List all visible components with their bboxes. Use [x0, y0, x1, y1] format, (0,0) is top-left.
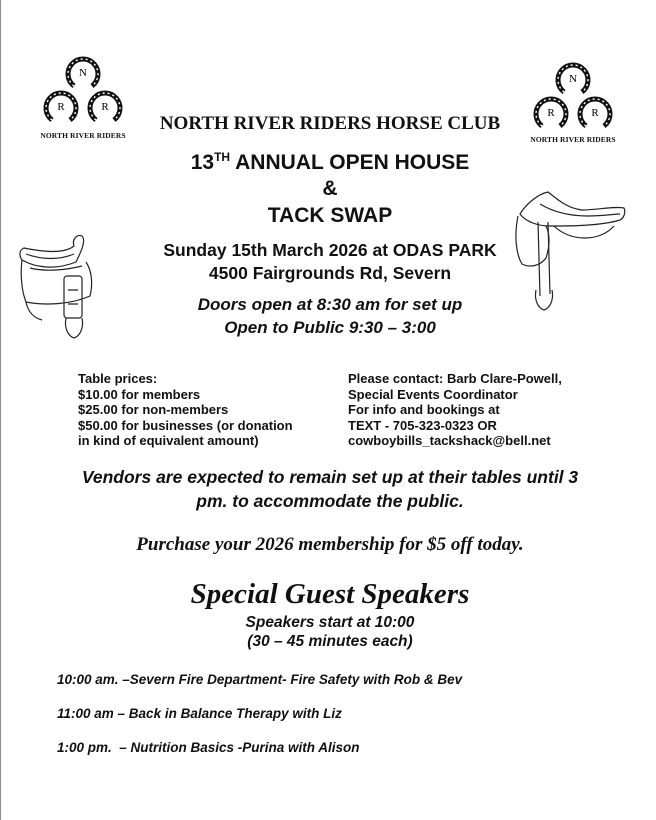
horseshoe-logo-icon	[518, 58, 628, 138]
speakers-start: Speakers start at 10:00	[245, 614, 415, 631]
schedule-item: 1:00 pm. – Nutrition Basics -Purina with Alison	[57, 740, 360, 755]
vendors-note	[40, 465, 620, 513]
table-prices	[78, 371, 338, 449]
event-subtitle: TACK SWAP	[267, 204, 393, 227]
logo-caption-right: NORTH RIVER RIDERS	[530, 135, 616, 144]
membership-offer: Purchase your 2026 membership for $5 off today.	[136, 534, 524, 555]
logo-letter-right: R	[591, 107, 599, 119]
doors-open: Doors open at 8:30 am for set up	[197, 295, 463, 314]
logo-letter-top: N	[569, 73, 577, 85]
event-number-suffix: TH	[214, 150, 231, 164]
contact-line: Please contact: Barb Clare-Powell,	[348, 371, 562, 386]
price-line: in kind of equivalent amount)	[78, 433, 259, 448]
horseshoe-logo-icon	[28, 52, 138, 132]
logo-letter-top: N	[79, 67, 87, 79]
logo-letter-left: R	[547, 107, 555, 119]
vendors-note-line: pm. to accommodate the public.	[196, 491, 464, 511]
schedule-item: 10:00 am. –Severn Fire Department- Fire Safety with Rob & Bev	[57, 672, 463, 687]
event-title	[100, 150, 560, 175]
logo-letter-left: R	[57, 101, 65, 113]
contact-phone: TEXT - 705-323-0323 OR	[348, 417, 497, 433]
schedule-item: 11:00 am – Back in Balance Therapy with Liz	[57, 706, 342, 721]
contact-line: Special Events Coordinator	[348, 386, 518, 402]
page-edge	[0, 0, 1, 820]
contact-info	[348, 371, 618, 449]
vendors-note-line: Vendors are expected to remain set up at their tables until 3	[81, 467, 579, 487]
event-number: 13	[190, 151, 215, 174]
logo-caption-left: NORTH RIVER RIDERS	[40, 131, 126, 140]
club-title: NORTH RIVER RIDERS HORSE CLUB	[159, 113, 501, 134]
speakers-subtitle	[100, 613, 560, 651]
price-line: $25.00 for non-members	[78, 402, 229, 417]
prices-heading: Table prices:	[78, 371, 158, 386]
contact-line: For info and bookings at	[348, 402, 500, 417]
speakers-duration: (30 – 45 minutes each)	[247, 633, 413, 650]
club-logo-left	[28, 52, 138, 142]
event-address: 4500 Fairgrounds Rd, Severn	[208, 263, 452, 283]
event-title-text: ANNUAL OPEN HOUSE	[230, 151, 470, 174]
open-to-public: Open to Public 9:30 – 3:00	[224, 318, 436, 337]
event-date: Sunday 15th March 2026 at ODAS PARK	[163, 240, 497, 260]
logo-letter-right: R	[101, 101, 109, 113]
contact-email: cowboybills_tackshack@bell.net	[348, 433, 551, 448]
price-line: $50.00 for businesses (or donation	[78, 417, 293, 433]
price-line: $10.00 for members	[78, 386, 201, 402]
speakers-title: Special Guest Speakers	[190, 578, 470, 610]
club-logo-right	[518, 58, 628, 148]
event-ampersand: &	[322, 177, 338, 200]
western-saddle-icon	[16, 232, 104, 344]
